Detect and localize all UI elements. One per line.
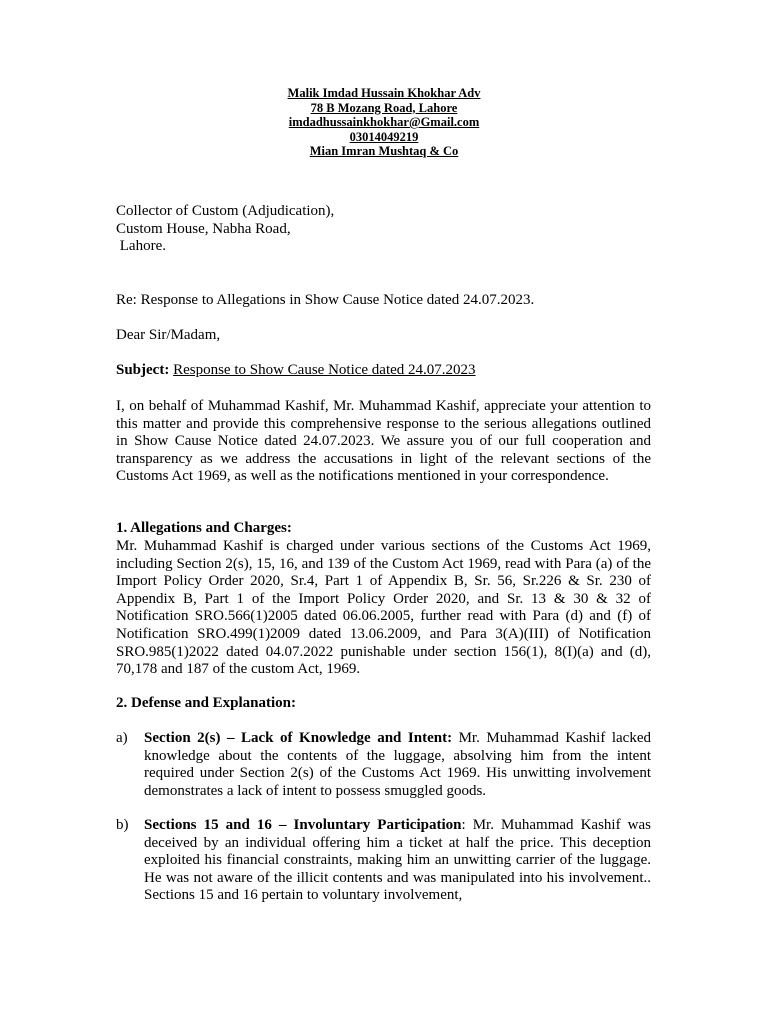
recipient-line-2: Custom House, Nabha Road, (116, 220, 291, 237)
advocate-name: Malik Imdad Hussain Khokhar Adv (287, 86, 481, 100)
section-2-heading: 2. Defense and Explanation: (116, 695, 297, 711)
advocate-phone: 03014049219 (349, 129, 419, 144)
recipient-line-3: Lahore. (116, 238, 166, 255)
item-title: Section 2(s) – Lack of Knowledge and Intent: (144, 730, 453, 746)
defense-item-a (116, 730, 651, 800)
advocate-address: 78 B Mozang Road, Lahore (310, 100, 458, 115)
salutation: Dear Sir/Madam, (116, 327, 221, 343)
re-line: Re: Response to Allegations in Show Cause Notice dated 24.07.2023. (116, 292, 535, 308)
section-1-heading: 1. Allegations and Charges: (116, 520, 292, 536)
defense-item-b (116, 817, 651, 905)
item-marker: b) (116, 817, 129, 833)
subject-label: Subject: (116, 362, 170, 378)
item-marker: a) (116, 730, 128, 746)
intro-paragraph: I, on behalf of Muhammad Kashif, Mr. Muhammad Kashif, appreciate your attention to this matter and provide this comprehensive response to the serious allegations outlined in Show Cause Notice dated 24.07.2023. We assure you of our full cooperation and transparency as we address the accusations in light of the relevant sections of the Customs Act 1969, as well as the notifications mentioned in your correspondence. (116, 398, 651, 485)
subject-text: Response to Show Cause Notice dated 24.07.2023 (173, 362, 476, 378)
recipient-address (116, 203, 651, 256)
item-title: Sections 15 and 16 – Involuntary Participation (144, 817, 462, 833)
subject-line (116, 362, 651, 380)
item-text: : Mr. Muhammad Kashif was deceived by an individual offering him a ticket at half the price. This deception exploited his financial constraints, making him an unwitting carrier of the luggage. He was not aware of the illicit contents and was manipulated into his involvement.. Sections 15 and 16 pertain to voluntary involvement, (144, 817, 651, 904)
letterhead (0, 86, 768, 159)
recipient-line-1: Collector of Custom (Adjudication), (116, 203, 335, 219)
advocate-email: imdadhussainkhokhar@Gmail.com (288, 115, 480, 129)
law-firm-name: Mian Imran Mushtaq & Co (309, 144, 459, 158)
item-text: Mr. Muhammad Kashif lacked knowledge about the contents of the luggage, absolving him from the intent required under Section 2(s) of the Customs Act 1969. His unwitting involvement demonstrates a lack of intent to possess smuggled goods. (144, 730, 651, 799)
section-1-body: Mr. Muhammad Kashif is charged under various sections of the Customs Act 1969, including Section 2(s), 15, 16, and 139 of the Custom Act 1969, read with Para (a) of the Import Policy Order 2020, Sr.4, Part 1 of Appendix B, Sr. 56, Sr.226 & Sr. 230 of Appendix B, Part 1 of the Import Policy Order 2020, and Sr. 13 & 30 & 32 of Notification SRO.566(1)2005 dated 06.06.2005, further read with Para (d) and (f) of Notification SRO.499(1)2009 dated 13.06.2009, and Para 3(A)(III) of Notification SRO.985(1)2022 dated 04.07.2022 punishable under section 156(1), 8(I)(a) and (d), 70,178 and 187 of the custom Act, 1969. (116, 538, 651, 678)
